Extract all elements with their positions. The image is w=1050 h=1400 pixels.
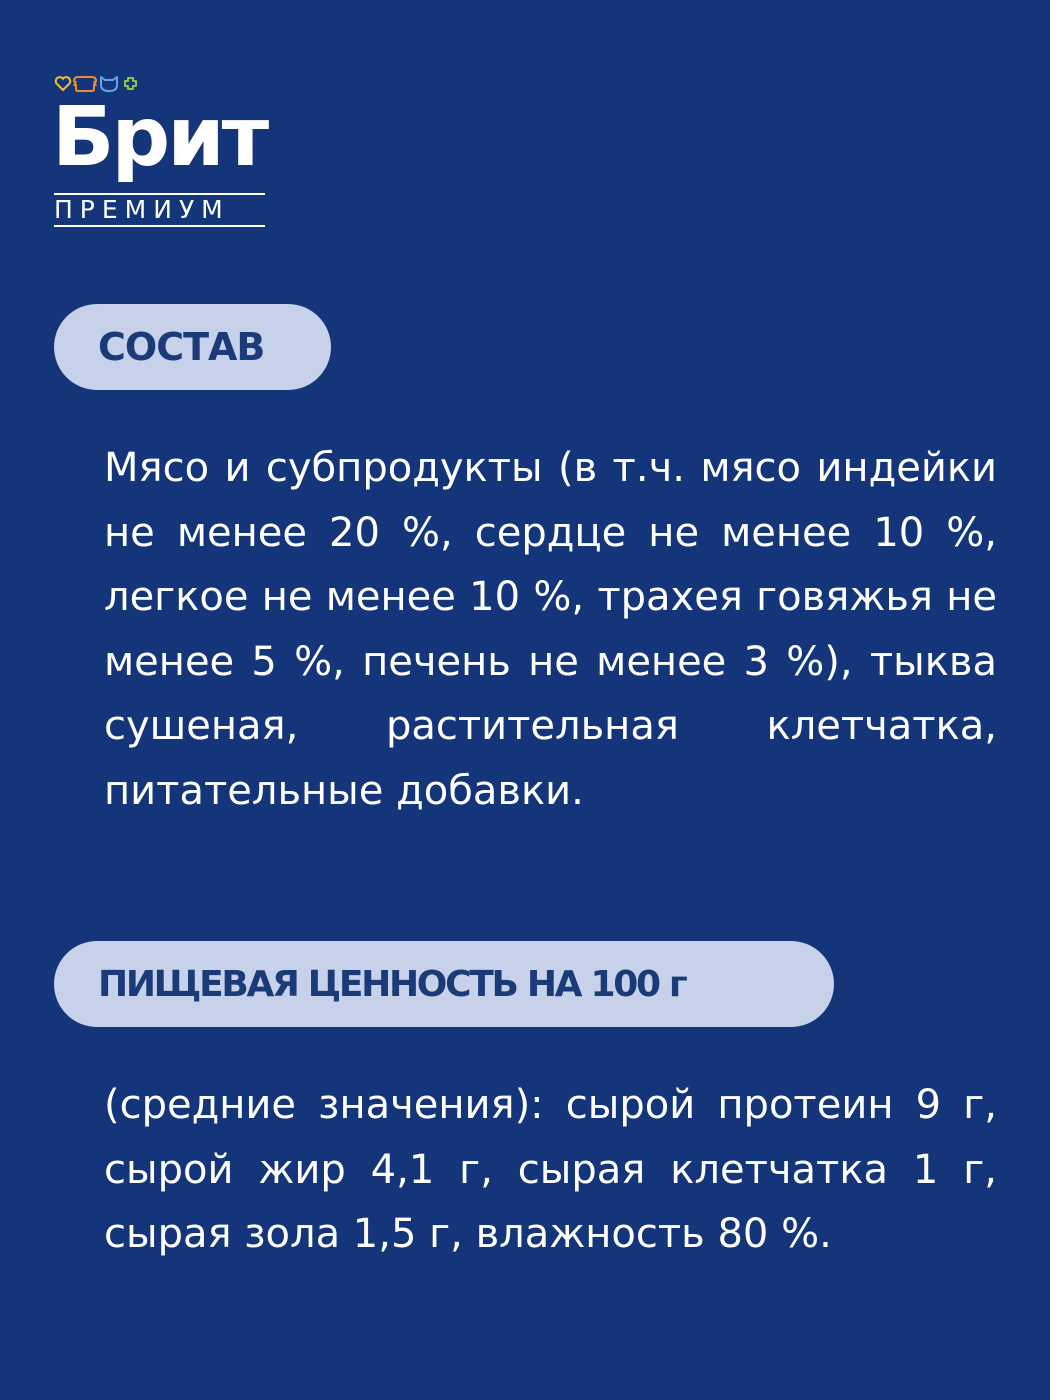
logo-rule-bottom (54, 225, 265, 227)
nutrition-heading: ПИЩЕВАЯ ЦЕННОСТЬ НА 100 г (98, 963, 686, 1005)
brand-logo (54, 72, 269, 232)
composition-heading-pill (54, 304, 331, 390)
composition-text: Мясо и субпродукты (в т.ч. мясо индейки не менее 20 %, сердце не менее 10 %, легкое не менее 10 %, трахея говяжья не менее 5 %, печень не менее 3 %), тыква сушеная, растительная клетчатка, питательные добавки. (104, 445, 997, 814)
brand-name: Брит (52, 90, 267, 185)
composition-heading: СОСТАВ (98, 325, 265, 369)
brand-subline: ПРЕМИУМ (54, 195, 230, 224)
nutrition-text: (средние значения): сырой протеин 9 г, сырой жир 4,1 г, сырая клетчатка 1 г, сырая зола 1,5 г, влажность 80 %. (104, 1082, 997, 1257)
nutrition-heading-pill (54, 941, 834, 1027)
